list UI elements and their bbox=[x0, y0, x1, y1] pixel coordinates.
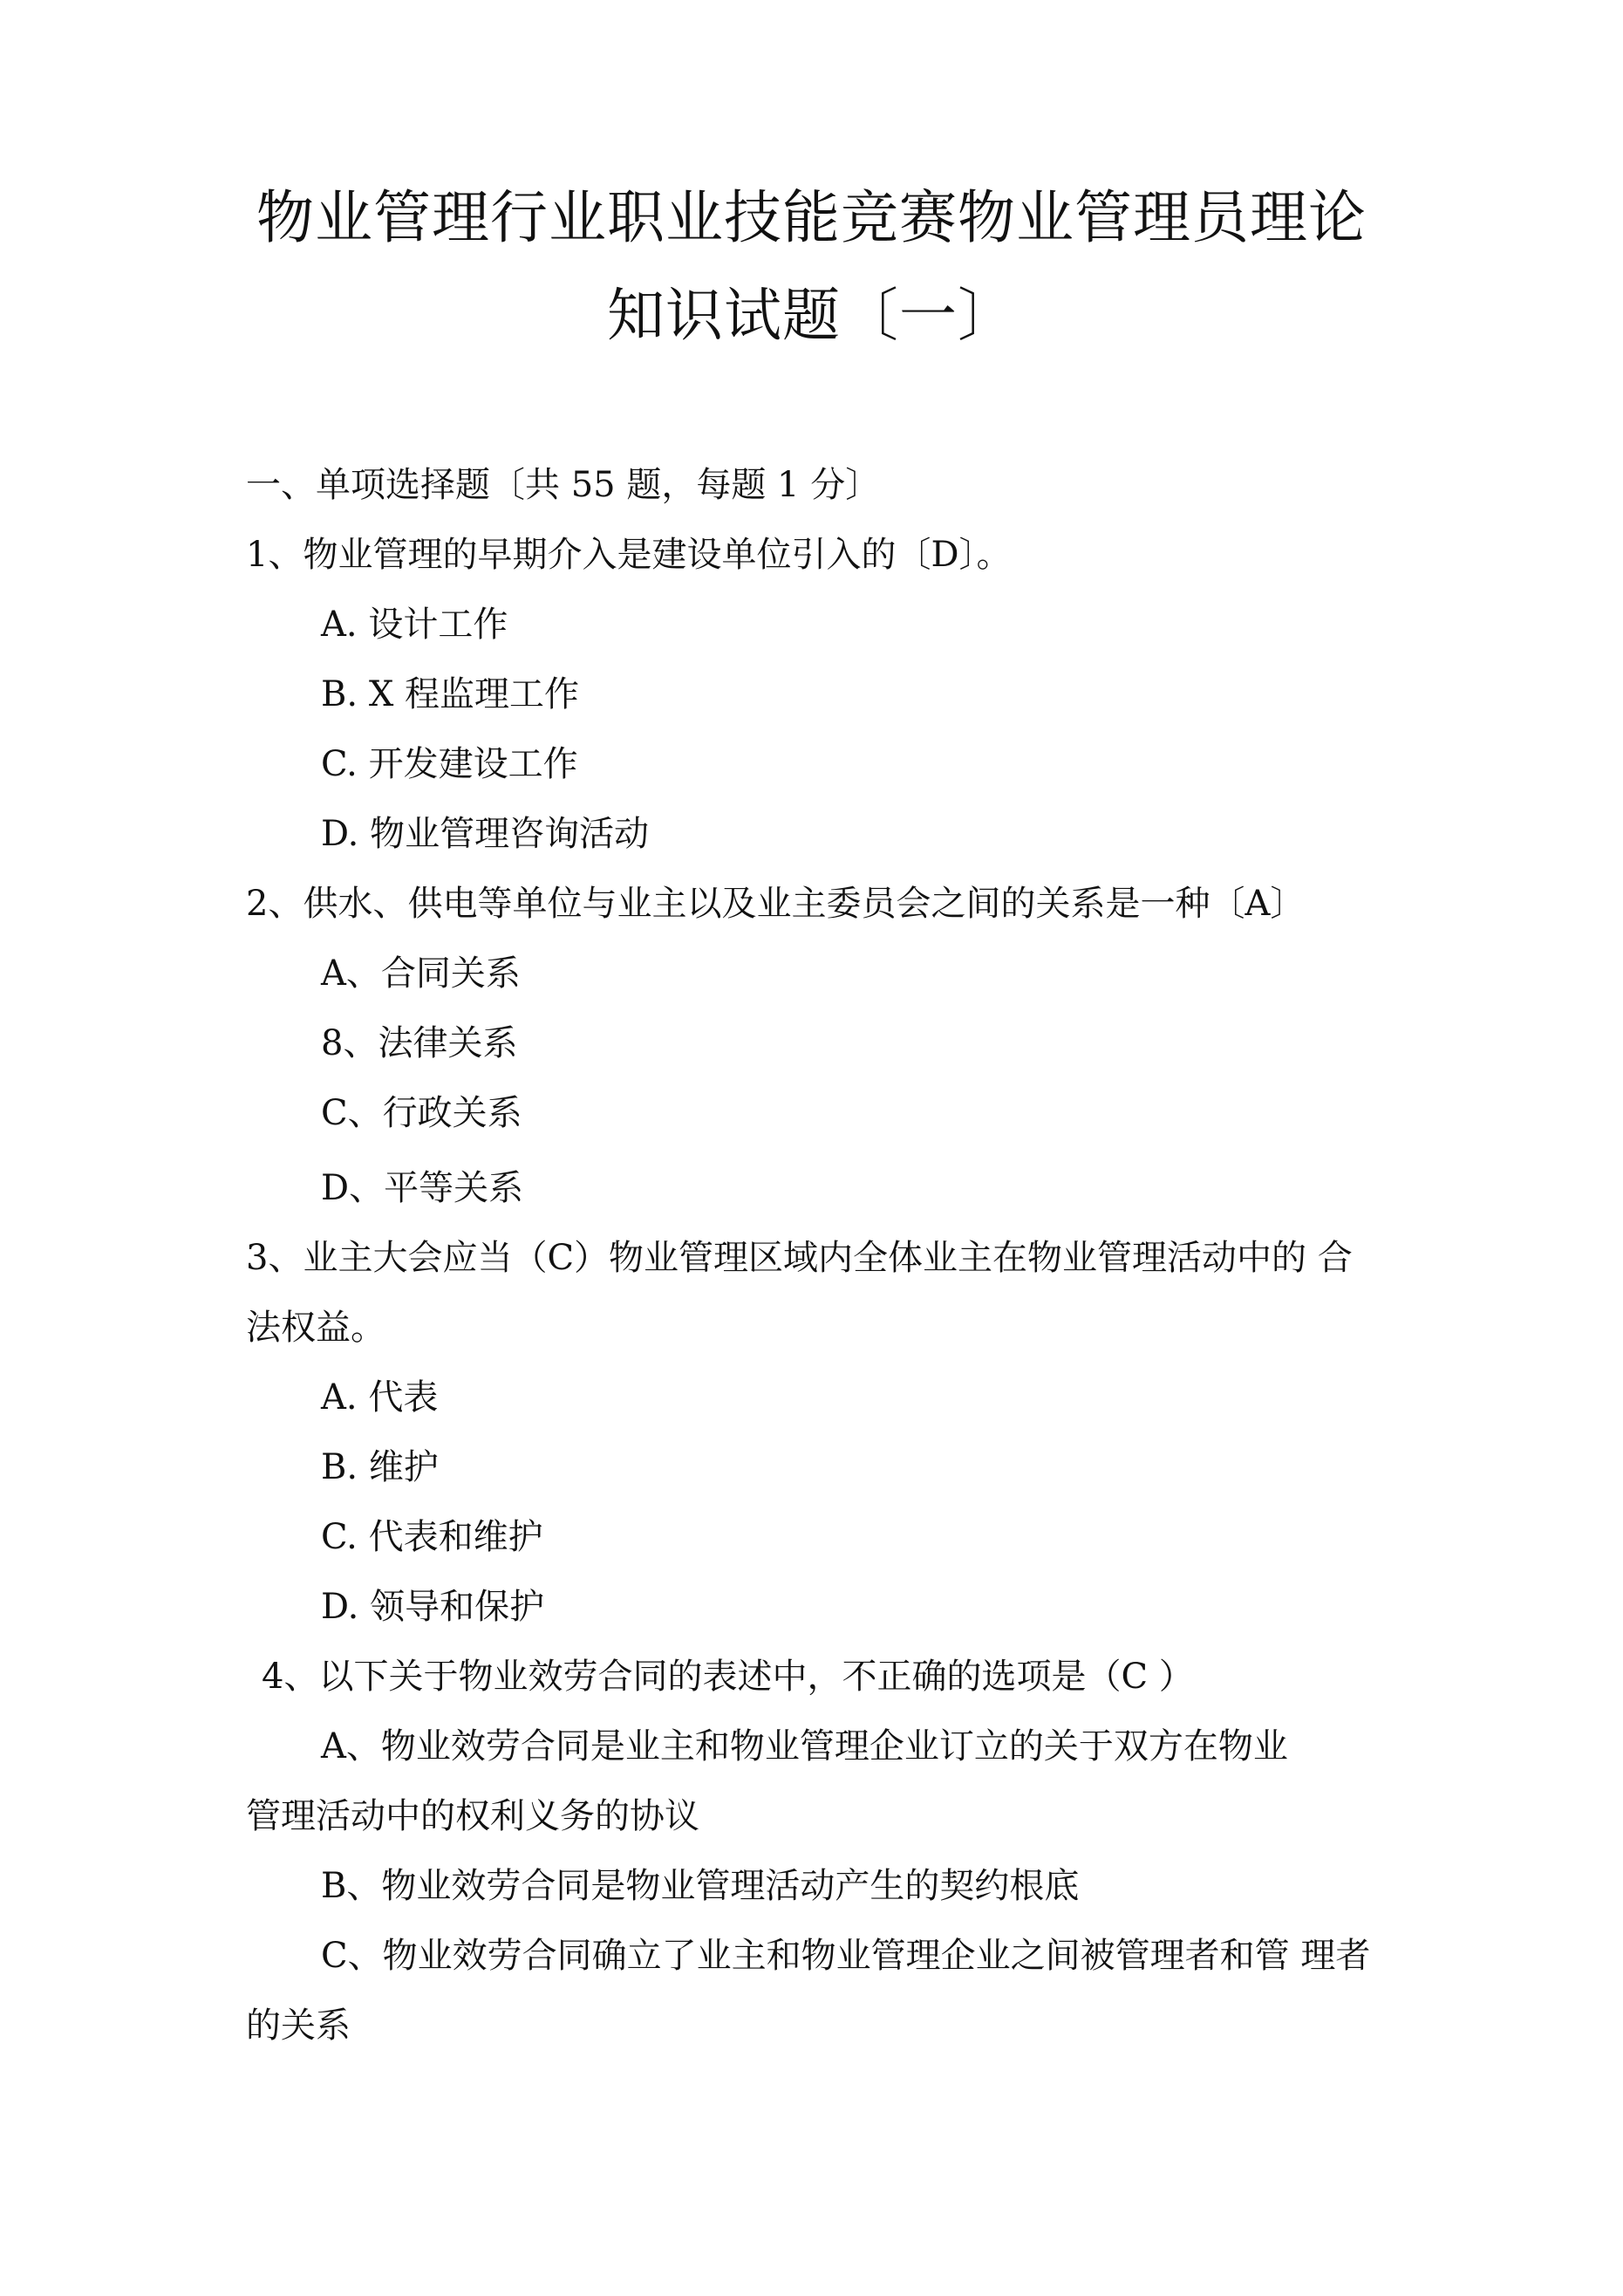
question-4-stem: 4、以下关于物业效劳合同的表述中，不正确的选项是（C ） bbox=[262, 1657, 1194, 1697]
question-2-option-b: 8、法律关系 bbox=[321, 1023, 518, 1063]
question-3-option-b: B. 维护 bbox=[321, 1447, 439, 1487]
question-1-option-b: B. X 程监理工作 bbox=[321, 674, 580, 714]
question-3-option-c: C. 代表和维护 bbox=[321, 1517, 543, 1557]
document-title-line-2: 知识试题〔一〕 bbox=[607, 282, 1016, 349]
question-1-stem: 1、物业管理的早期介入是建设单位引入的〔D〕。 bbox=[246, 535, 1012, 575]
document-title-line-1: 物业管理行业职业技能竞赛物业管理员理论 bbox=[256, 184, 1367, 251]
question-4-option-c-continuation: 的关系 bbox=[246, 2006, 351, 2046]
question-4-option-c: C、物业效劳合同确立了业主和物业管理企业之间被管理者和管 理者 bbox=[321, 1936, 1371, 1976]
question-2-option-d: D、平等关系 bbox=[321, 1168, 524, 1208]
question-3-option-a: A. 代表 bbox=[321, 1377, 439, 1418]
question-2-option-c: C、行政关系 bbox=[321, 1093, 522, 1133]
question-4-option-a: A、物业效劳合同是业主和物业管理企业订立的关于双方在物业 bbox=[321, 1726, 1288, 1766]
question-3-stem-continuation: 法权益。 bbox=[246, 1308, 385, 1348]
question-1-option-c: C. 开发建设工作 bbox=[321, 744, 578, 784]
question-1-option-d: D. 物业管理咨询活动 bbox=[321, 814, 650, 854]
question-2-stem: 2、供水、供电等单位与业主以及业主委员会之间的关系是一种〔A〕 bbox=[246, 884, 1306, 924]
question-3-option-d: D. 领导和保护 bbox=[321, 1587, 545, 1627]
question-1-option-a: A. 设计工作 bbox=[321, 605, 508, 645]
section-heading: 一、单项选择题〔共 55 题，每题 1 分〕 bbox=[246, 465, 881, 505]
question-3-stem: 3、业主大会应当（C）物业管理区域内全体业主在物业管理活动中的 合 bbox=[246, 1238, 1353, 1278]
question-4-option-a-continuation: 管理活动中的权利义务的协议 bbox=[246, 1796, 699, 1836]
question-4-option-b: B、物业效劳合同是物业管理活动产生的契约根底 bbox=[321, 1866, 1080, 1906]
question-2-option-a: A、合同关系 bbox=[321, 953, 521, 994]
